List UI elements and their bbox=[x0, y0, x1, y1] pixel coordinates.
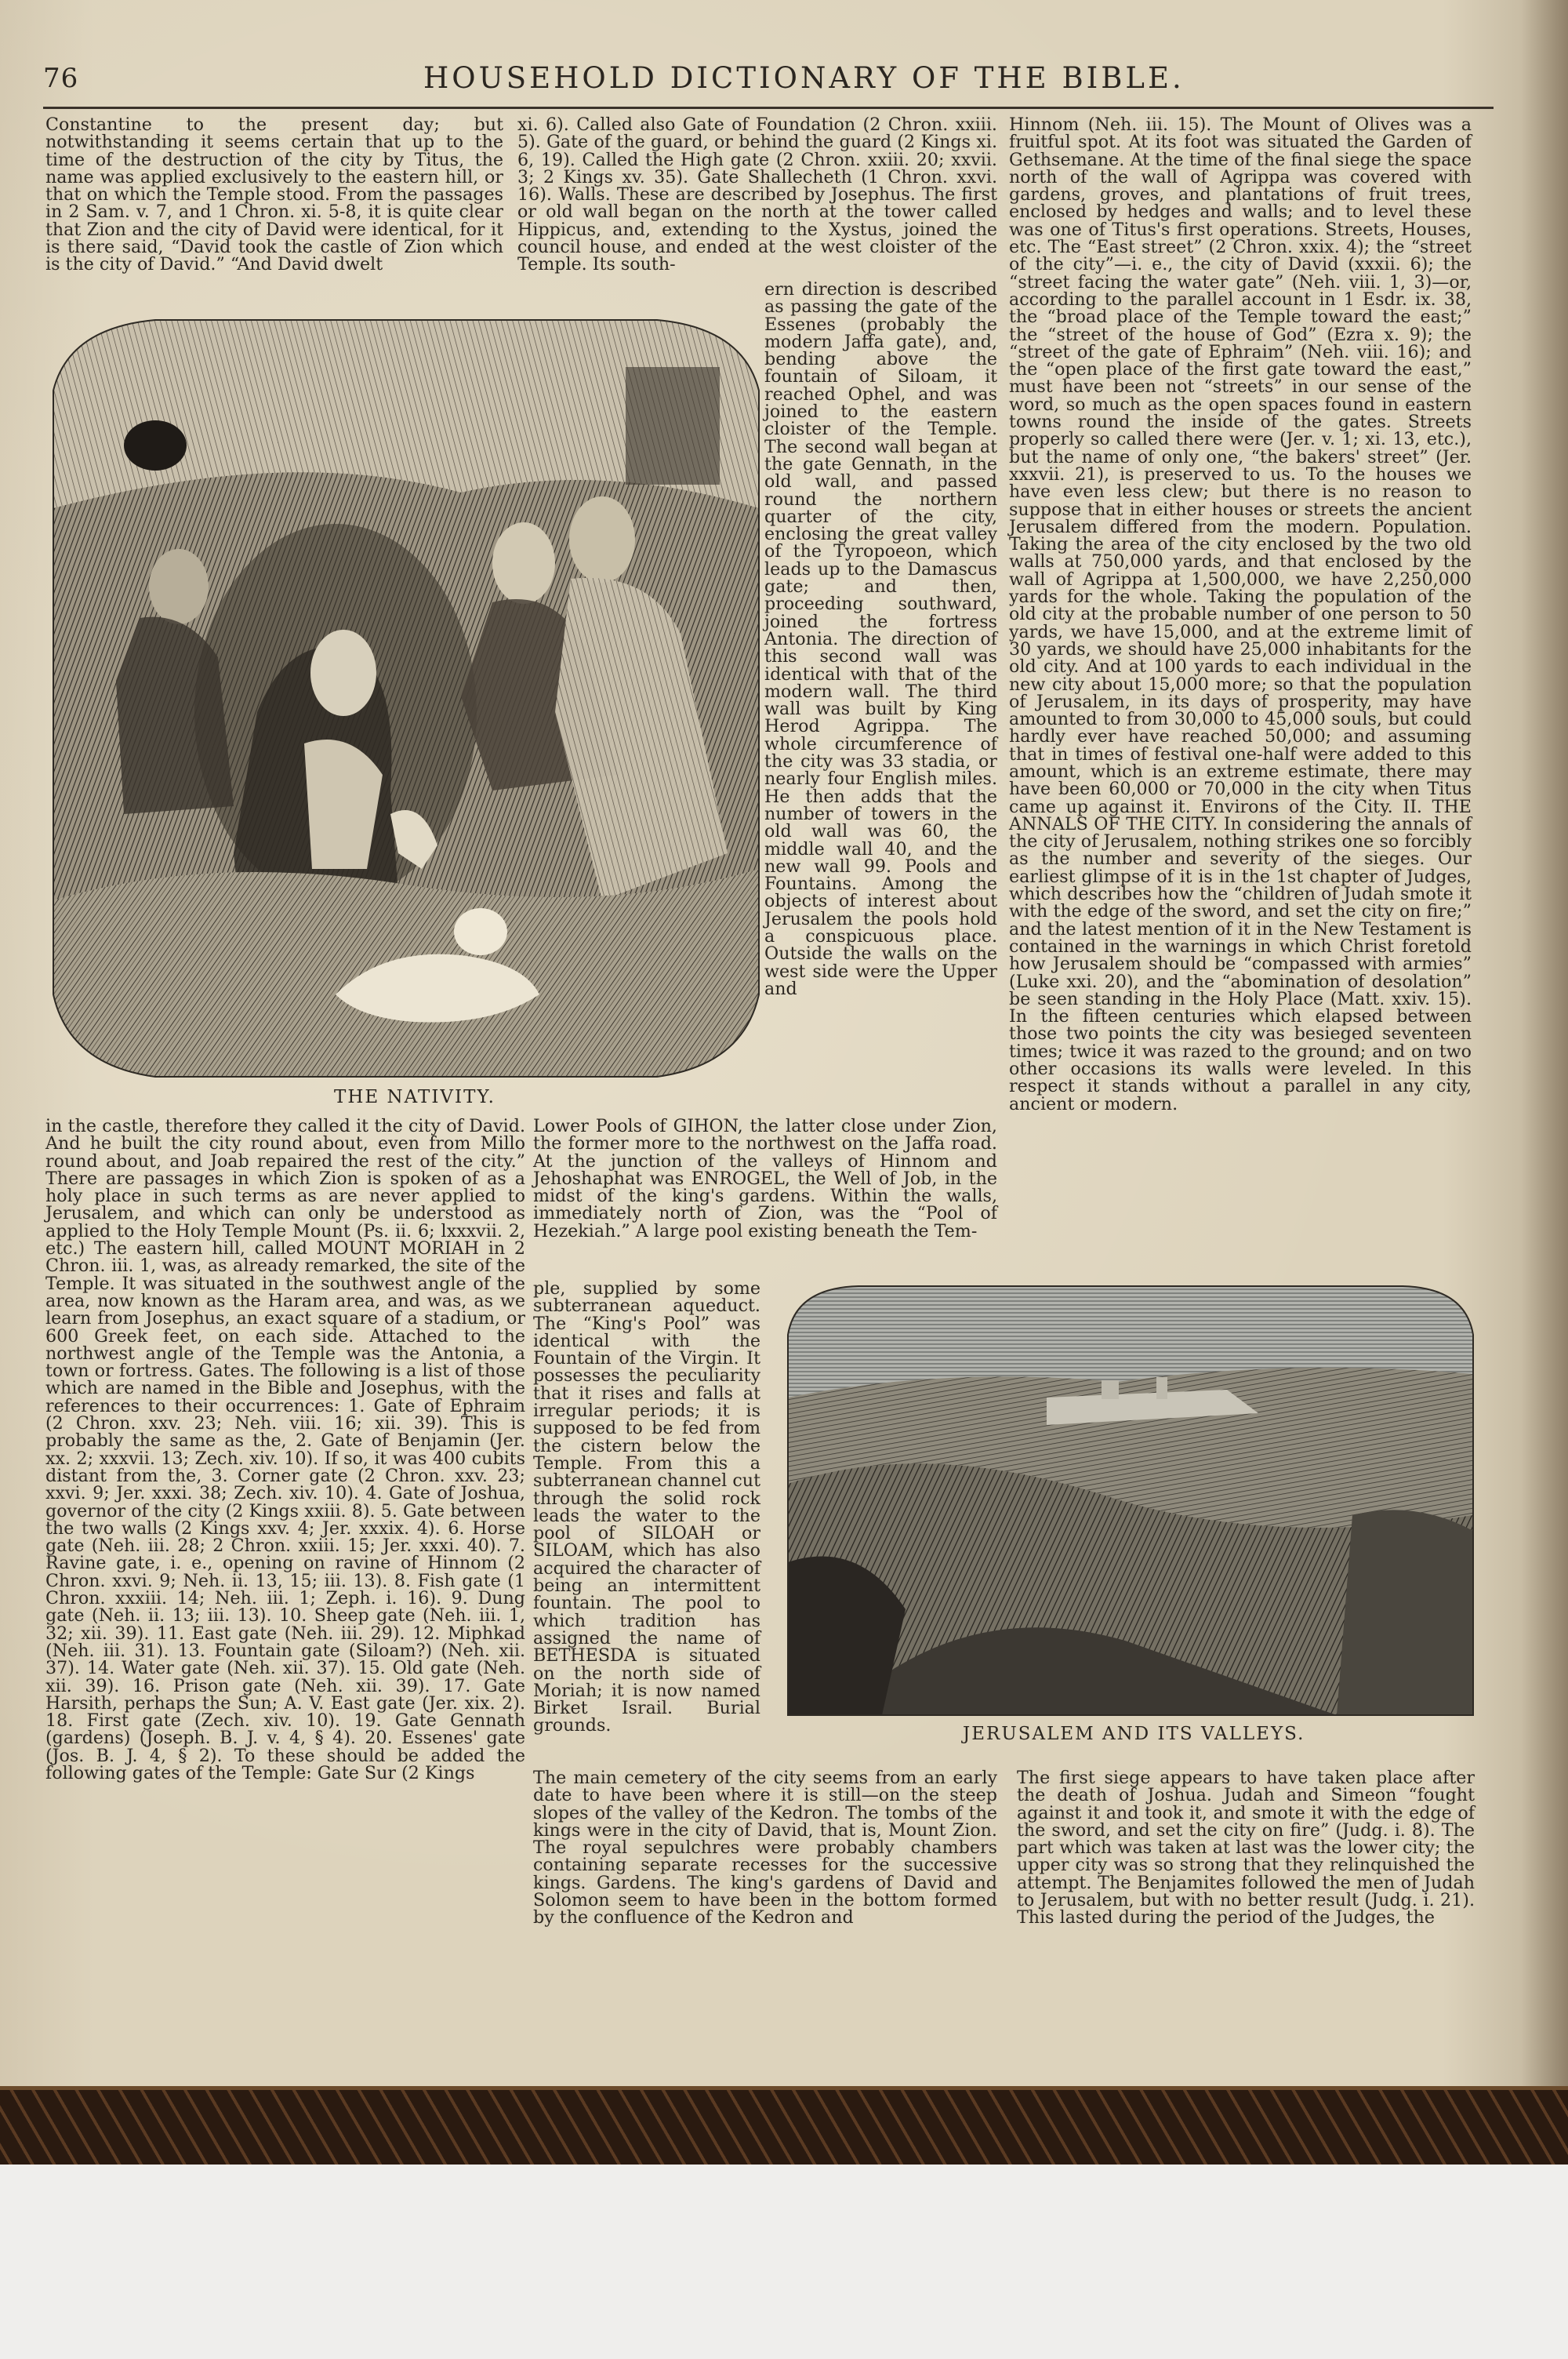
nativity-caption: THE NATIVITY. bbox=[334, 1087, 495, 1107]
page-number: 76 bbox=[43, 63, 79, 94]
jerusalem-engraving bbox=[788, 1280, 1473, 1715]
text-column-bottom-right: The first siege appears to have taken place after the death of Joshua. Judah and Simeon “fought against it and took it, and smote it with the edge of the sword, and set the city on fire” (Judg. i. 8). The part which was taken at last was the lower city; the upper city was so strong that they relinquished the attempt. The Benjamites followed the men of Judah to Jerusalem, but with no better result (Judg. i. 21). This lasted during the period of the Judges, the bbox=[1017, 1768, 1481, 1928]
running-title: HOUSEHOLD DICTIONARY OF THE BIBLE. bbox=[423, 61, 1185, 95]
text-column-top-middle: xi. 6). Called also Gate of Foundation (2 Chron. xxiii. 5). Gate of the guard, or behind the guard (2 Kings xi. 6, 19). Called the High gate (2 Chron. xxiii. 20; xxvii. 3; 2 Kings xv. 35). Gate Shallecheth (1 Chron. xxvi. 16). Walls. These are described by Josephus. The first or old wall began on the north at the tower called Hippicus, and, extending to the Xystus, joined the council house, and ended at the west cloister of the Temple. Its south- bbox=[517, 114, 1004, 275]
text-column-bottom-middle-wide: Lower Pools of GIHON, the latter close under Zion, the former more to the northwest on the Jaffa road. At the junction of the valleys of Hinnom and Jehoshaphat was ENROGEL, the Well of Job, in the midst of the king's gardens. Within the walls, immediately north of Zion, was the “Pool of Hezekiah.” A large pool existing beneath the Tem- bbox=[533, 1116, 1004, 1241]
spine-shadow bbox=[1521, 0, 1568, 2090]
jerusalem-caption: JERUSALEM AND ITS VALLEYS. bbox=[963, 1724, 1305, 1744]
book-cover-pattern bbox=[0, 2090, 1568, 2165]
header-rule bbox=[43, 107, 1494, 109]
text-column-bottom-middle-narrow: ple, supplied by some subterranean aqueduct. The “King's Pool” was identical with the Fountain of the Virgin. It possesses the peculiarity that it rises and falls at irregular periods; it is supposed to be fed from the cistern below the Temple. From this a subterranean channel cut through the solid rock leads the water to the pool of SILOAH or SILOAM, which has also acquired the character of being an intermittent fountain. The pool to which tradition has assigned the name of BETHESDA is situated on the north side of Moriah; it is now named Birket Israil. Burial grounds. bbox=[533, 1278, 767, 1736]
text-column-bottom-middle-end: The main cemetery of the city seems from an early date to have been where it is still—on the steep slopes of the valley of the Kedron. The tombs of the kings were in the city of David, that is, Mount Zion. The royal sepulchres were probably chambers containing separate recesses for the successive kings. Gardens. The king's gardens of David and Solomon seem to have been in the bottom formed by the confluence of the Kedron and bbox=[533, 1768, 1004, 1928]
text-column-right: Hinnom (Neh. iii. 15). The Mount of Olives was a fruitful spot. At its foot was situated the Garden of Gethsemane. At the time of the final siege the space north of the wall of Agrippa was covered with gardens, groves, and plantations of fruit trees, enclosed by hedges and walls; and to level these was one of Titus's first operations. Streets, Houses, etc. The “East street” (2 Chron. xxix. 4); the “street of the city”—i. e., the city of David (xxxii. 6); the “street facing the water gate” (Neh. viii. 1, 3)—or, according to the parallel account in 1 Esdr. ix. 38, the “broad place of the Temple toward the east;” the “street of the house of God” (Ezra x. 9); the “street of the gate of Ephraim” (Neh. viii. 16); and the “open place of the first gate toward the east,” must have been not “streets” in our sense of the word, so much as the open spaces found in eastern towns round the inside of the gates. Streets properly so called there were (Jer. v. 1; xi. 13, etc.), but the name of only one, “the bakers' street” (Jer. xxxvii. 21), is preserved to us. To the houses we have even less clew; but there is no reason to suppose that in either houses or streets the ancient Jerusalem differed from the modern. Population. Taking the area of the city enclosed by the two old walls at 750,000 yards, and that enclosed by the wall of Agrippa at 1,500,000, we have 2,250,000 yards for the whole. Taking the population of the old city at the probable number of one person to 50 yards, we have 15,000, and at the extreme limit of 30 yards, we should have 25,000 inhabitants for the old city. And at 100 yards to each individual in the new city about 15,000 more; so that the population of Jerusalem, in its days of prosperity, may have amounted to from 30,000 to 45,000 souls, but could hardly ever have reached 50,000; and assuming that in times of festival one-half were added to this amount, which is an extreme estimate, there may have been 60,000 or 70,000 in the city when Titus came up against it. Environs of the City. II. THE ANNALS OF THE CITY. In considering the annals of the city of Jerusalem, nothing strikes one so forcibly as the number and severity of the sieges. Our earliest glimpse of it is in the 1st chapter of Judges, which describes how the “children of Judah smote it with the edge of the sword, and set the city on fire;” and the latest mention of it in the New Testament is contained in the warnings in which Christ foretold how Jerusalem should be “compassed with armies” (Luke xxi. 20), and the “abomination of desolation” be seen standing in the Holy Place (Matt. xxiv. 15). In the fifteen centuries which elapsed between those two points the city was besieged seventeen times; twice it was razed to the ground; and on two other occasions its walls were leveled. In this respect it stands without a parallel in any city, ancient or modern. bbox=[1009, 114, 1478, 1114]
text-column-top-left: Constantine to the present day; but notwithstanding it seems certain that up to the time of the destruction of the city by Titus, the name was applied exclusively to the eastern hill, or that on which the Temple stood. From the passages in 2 Sam. v. 7, and 1 Chron. xi. 5-8, it is quite clear that Zion and the city of David were identical, for it is there said, “David took the castle of Zion which is the city of David.” “And David dwelt bbox=[45, 114, 510, 275]
text-column-middle-side: ern direction is described as passing the gate of the Essenes (probably the modern Jaffa gate), and, bending above the fountain of Siloam, it reached Ophel, and was joined to the eastern cloister of the Temple. The second wall began at the gate Gennath, in the old wall, and passed round the northern quarter of the city, enclosing the great valley of the Tyropoeon, which leads up to the Damascus gate; and then, proceeding southward, joined the fortress Antonia. The direction of this second wall was identical with that of the modern wall. The third wall was built by King Herod Agrippa. The whole circumference of the city was 33 stadia, or nearly four English miles. He then adds that the number of towers in the old wall was 60, the middle wall 40, and the new wall 99. Pools and Fountains. Among the objects of interest about Jerusalem the pools hold a conspicuous place. Outside the walls on the west side were the Upper and bbox=[764, 279, 1004, 999]
nativity-engraving bbox=[53, 304, 759, 1089]
table-surface bbox=[0, 2165, 1568, 2359]
text-column-bottom-left: in the castle, therefore they called it the city of David. And he built the city round about, even from Millo round about, and Joab repaired the rest of the city.” There are passages in which Zion is spoken of as a holy place in such terms as are never applied to Jerusalem, and which can only be understood as applied to the Holy Temple Mount (Ps. ii. 6; lxxxvii. 2, etc.) The eastern hill, called MOUNT MORIAH in 2 Chron. iii. 1, was, as already remarked, the site of the Temple. It was situated in the southwest angle of the area, now known as the Haram area, and was, as we learn from Josephus, an exact square of a stadium, or 600 Greek feet, on each side. Attached to the northwest angle of the Temple was the Antonia, a town or fortress. Gates. The following is a list of those which are named in the Bible and Josephus, with the references to their occurrences: 1. Gate of Ephraim (2 Chron. xxv. 23; Neh. viii. 16; xii. 39). This is probably the same as the, 2. Gate of Benjamin (Jer. xx. 2; xxxvii. 13; Zech. xiv. 10). If so, it was 400 cubits distant from the, 3. Corner gate (2 Chron. xxv. 23; xxvi. 9; Jer. xxxi. 38; Zech. xiv. 10). 4. Gate of Joshua, governor of the city (2 Kings xxiii. 8). 5. Gate between the two walls (2 Kings xxv. 4; Jer. xxxix. 4). 6. Horse gate (Neh. iii. 28; 2 Chron. xxiii. 15; Jer. xxxi. 40). 7. Ravine gate, i. e., opening on ravine of Hinnom (2 Chron. xxvi. 9; Neh. ii. 13, 15; iii. 13). 8. Fish gate (1 Chron. xxxiii. 14; Neh. iii. 1; Zeph. i. 16). 9. Dung gate (Neh. ii. 13; iii. 13). 10. Sheep gate (Neh. iii. 1, 32; xii. 39). 11. East gate (Neh. iii. 29). 12. Miphkad (Neh. iii. 31). 13. Fountain gate (Siloam?) (Neh. xii. 37). 14. Water gate (Neh. xii. 37). 15. Old gate (Neh. xii. 39). 16. Prison gate (Neh. xii. 39). 17. Gate Harsith, perhaps the Sun; A. V. East gate (Jer. xix. 2). 18. First gate (Zech. xiv. 10). 19. Gate Gennath (gardens) (Joseph. B. J. v. 4, § 4). 20. Essenes' gate (Jos. B. J. 4, § 2). To these should be added the following gates of the Temple: Gate Sur (2 Kings bbox=[45, 1116, 532, 1783]
page-header bbox=[0, 55, 1568, 102]
